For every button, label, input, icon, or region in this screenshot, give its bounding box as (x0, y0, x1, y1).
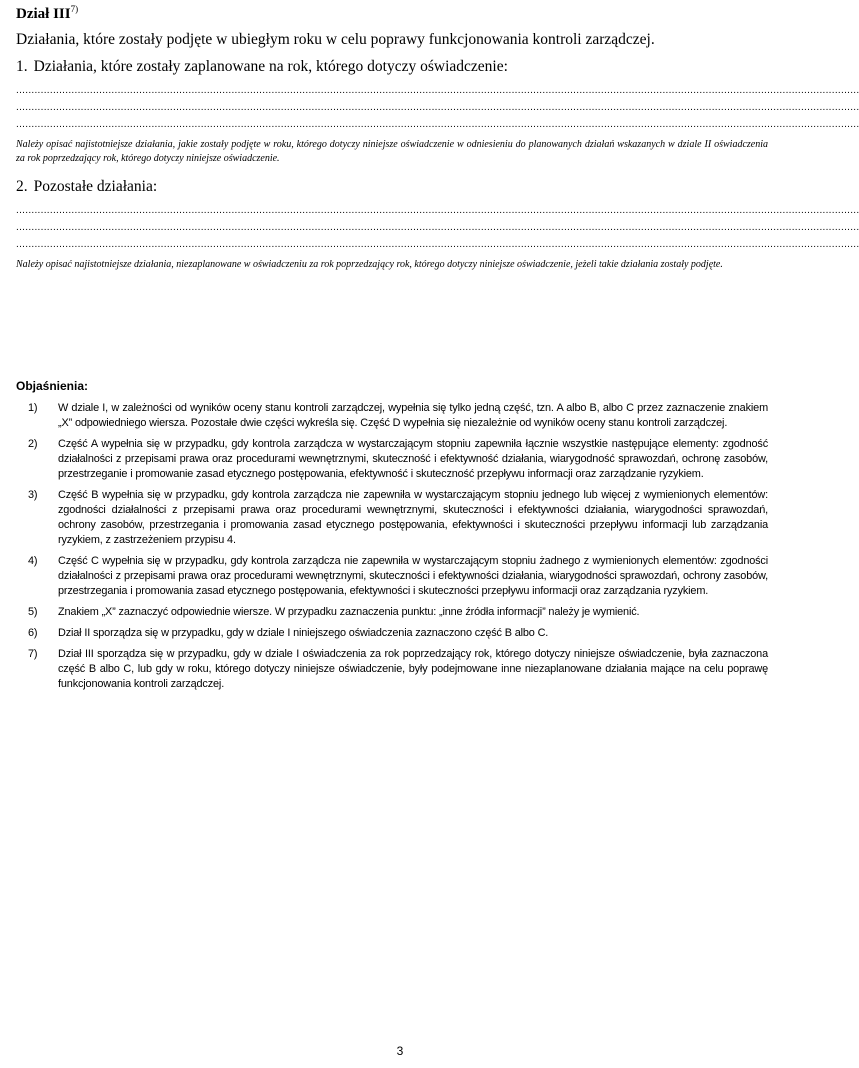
explanation-number: 2) (28, 438, 38, 450)
item-1-note: Należy opisać najistotniejsze działania, jakie zostały podjęte w roku, którego dotyczy niniejsze oświadczenie w odniesieniu do planowanych działań wskazanych w dziale II oświadczenia za rok poprzedzający rok, którego dotyczy niniejsze oświadczenie. (16, 139, 768, 164)
explanation-text: Dział III sporządza się w przypadku, gdy w dziale I oświadczenia za rok poprzedzający rok, którego dotyczy niniejsze oświadczenie, była zaznaczona część B albo C, lub gdy w roku, którego dotyczy niniejsze oświadczenie, były podejmowane inne niezaplanowane działania mające na celu poprawę funkcjonowania kontroli zarządczej. (58, 648, 768, 690)
explanation-text: Część B wypełnia się w przypadku, gdy kontrola zarządcza nie zapewniła w wystarczającym stopniu jednego lub więcej z wymienionych elementów: zgodności działalności z przepisami prawa oraz procedurami wewnętrznymi, skuteczności i efektywności działania, wiarygodności sprawozdań, ochrony zasobów, przestrzegania i promowania zasad etycznego postępowania, efektywności i skuteczności przepływu informacji lub zarządzania ryzykiem, z zastrzeżeniem przypisu 4. (58, 489, 768, 546)
item-1-title: 1. Działania, które zostały zaplanowane na rok, którego dotyczy oświadczenie: (16, 58, 508, 75)
dotted-line[interactable]: .................................................................................................................................................................................................................................................................................. (16, 85, 859, 96)
dotted-line[interactable]: .................................................................................................................................................................................................................................................................................. (16, 119, 859, 130)
explanation-text: Dział II sporządza się w przypadku, gdy w dziale I niniejszego oświadczenia zaznaczono część B albo C. (58, 627, 549, 639)
dotted-line[interactable]: .................................................................................................................................................................................................................................................................................. (16, 239, 859, 250)
item-2-title: 2. Pozostałe działania: (16, 178, 158, 195)
section-heading (16, 4, 768, 24)
item-1-dotted-lines (16, 82, 859, 133)
explanation-text: Część C wypełnia się w przypadku, gdy kontrola zarządcza nie zapewniła w wystarczającym stopniu żadnego z wymienionych elementów: zgodności działalności z przepisami prawa oraz procedurami wewnętrznymi, skuteczności i efektywności działania, wiarygodności sprawozdań, ochrony zasobów, przestrzegania i promowania zasad etycznego postępowania, efektywności i skuteczności przepływu informacji oraz zarządzania ryzykiem. (58, 555, 768, 597)
explanation-item (16, 626, 768, 641)
explanation-item (16, 488, 768, 548)
dotted-line[interactable]: .................................................................................................................................................................................................................................................................................. (16, 102, 859, 113)
explanations-list (16, 401, 768, 692)
footnote-ref: 7) (70, 4, 79, 14)
section-subtitle: Działania, które zostały podjęte w ubiegłym roku w celu poprawy funkcjonowania kontroli zarządczej. (16, 31, 655, 48)
explanation-text: Część A wypełnia się w przypadku, gdy kontrola zarządcza w wystarczającym stopniu zapewniła łącznie wszystkie następujące elementy: zgodność działalności z przepisami prawa oraz procedurami wewnętrznymi, skuteczność i efektywność działania, wiarygodność sprawozdań, ochronę zasobów, przestrzeganie i promowanie zasad etycznego postępowania, efektywność i skuteczność przepływu informacji oraz zarządzanie ryzykiem. (58, 438, 768, 480)
explanation-item (16, 647, 768, 692)
explanation-number: 4) (28, 555, 38, 567)
item-2-number: 2. (16, 178, 28, 195)
document-page (16, 0, 859, 698)
dotted-line[interactable]: .................................................................................................................................................................................................................................................................................. (16, 205, 859, 216)
explanation-number: 6) (28, 627, 38, 639)
explanation-item (16, 554, 768, 599)
item-1-number: 1. (16, 58, 28, 75)
item-1 (16, 57, 859, 166)
explanations-title: Objaśnienia: (16, 379, 89, 393)
page-number: 3 (396, 1044, 404, 1058)
explanations-section (16, 378, 768, 692)
section-title: Dział III (16, 6, 71, 22)
explanation-text: W dziale I, w zależności od wyników oceny stanu kontroli zarządczej, wypełnia się tylko jedną część, tzn. A albo B, albo C przez zaznaczenie znakiem „X” odpowiedniego wiersza. Pozostałe dwie części wykreśla się. Część D wypełnia się niezależnie od wyników oceny stanu kontroli zarządczej. (58, 402, 768, 429)
explanation-number: 5) (28, 606, 38, 618)
explanation-text: Znakiem „X” zaznaczyć odpowiednie wiersze. W przypadku zaznaczenia punktu: „inne źródła informacji” należy je wymienić. (58, 606, 640, 618)
dotted-line[interactable]: .................................................................................................................................................................................................................................................................................. (16, 222, 859, 233)
explanation-number: 3) (28, 489, 38, 501)
explanation-item (16, 401, 768, 431)
explanation-number: 1) (28, 402, 38, 414)
item-2-dotted-lines (16, 202, 859, 253)
item-2-note: Należy opisać najistotniejsze działania, niezaplanowane w oświadczeniu za rok poprzedzający rok, którego dotyczy niniejsze oświadczenie, jeżeli takie działania zostały podjęte. (16, 259, 723, 270)
explanation-number: 7) (28, 648, 38, 660)
explanation-item (16, 605, 768, 620)
item-2 (16, 177, 859, 272)
explanation-item (16, 437, 768, 482)
